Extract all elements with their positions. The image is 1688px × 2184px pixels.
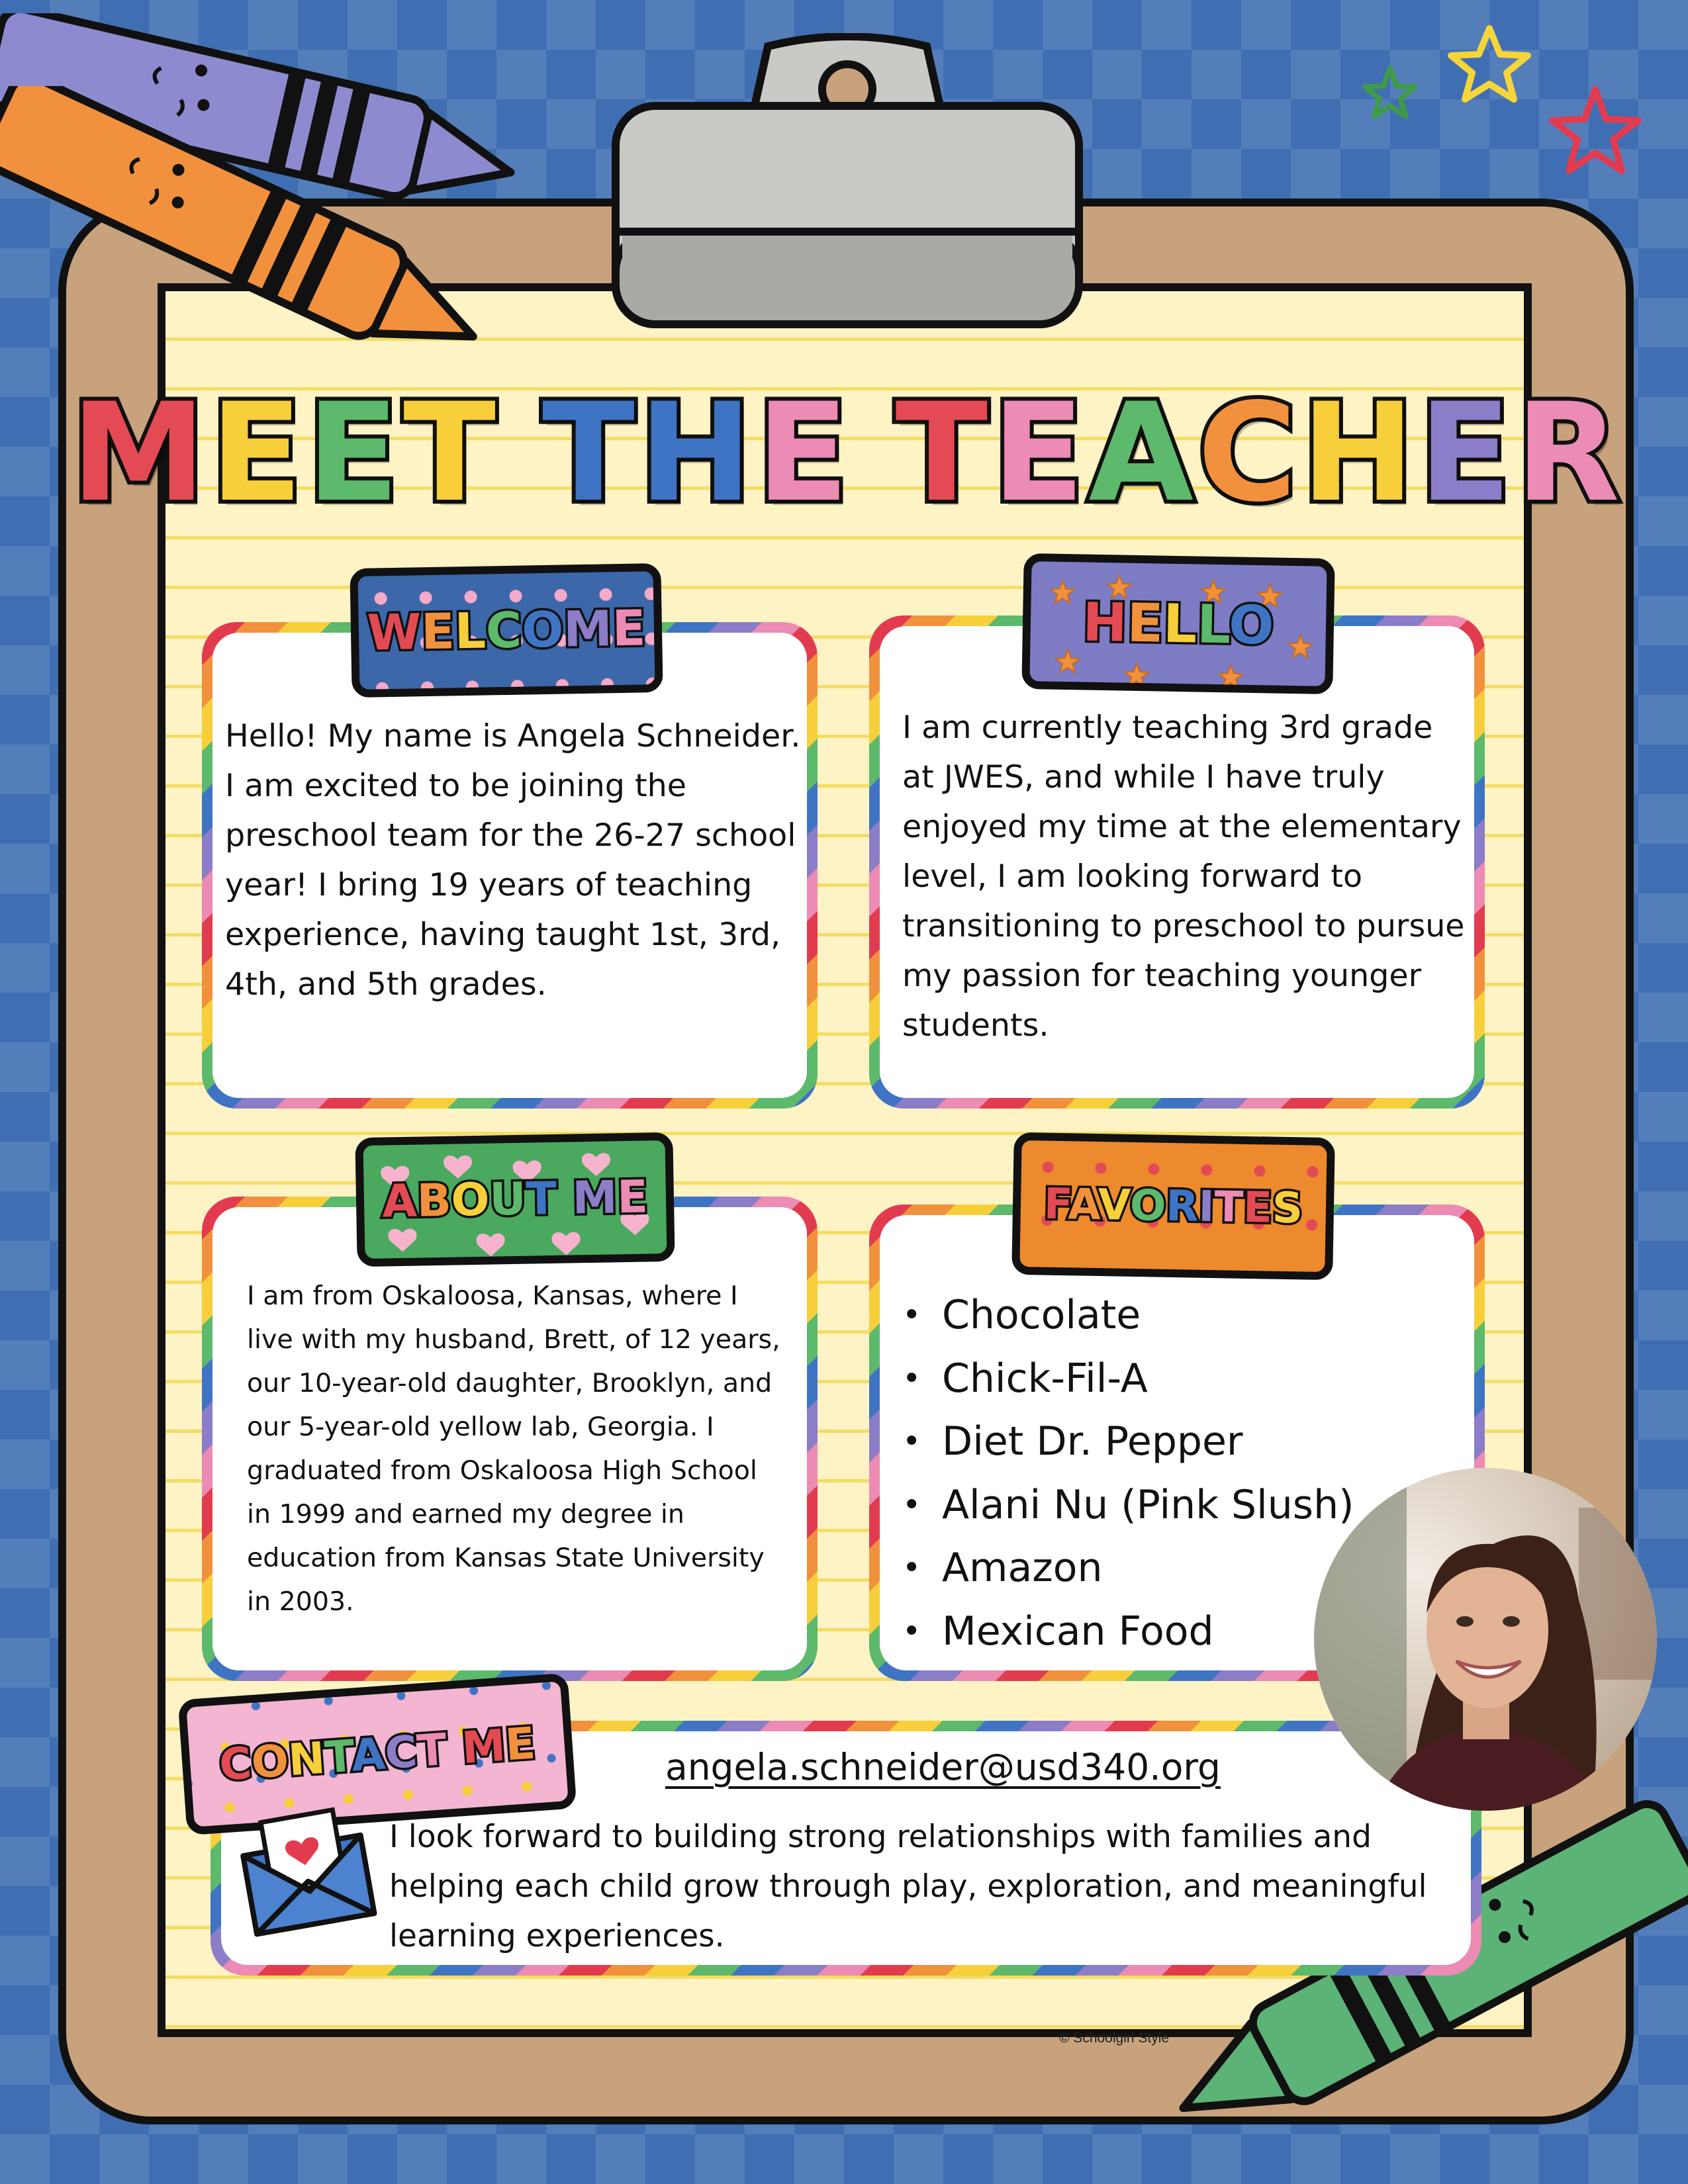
list-item [897, 1410, 1427, 1474]
clipboard-clip-icon [602, 33, 1092, 364]
crayon-orange-icon [0, 86, 523, 377]
title-letter: H [1301, 374, 1415, 532]
title-letter: T [895, 374, 988, 532]
favorite-item: Amazon [942, 1545, 1103, 1591]
hello-text: I am currently teaching 3rd grade at JWES, and while I have truly enjoyed my time at the elementary level, I am looking forward to transitioning to preschool to pursue my passion for teaching younger students. [902, 709, 1465, 1044]
bullet-icon: • [902, 1486, 921, 1524]
title-letter: E [992, 374, 1085, 532]
title-word-teacher [895, 374, 1620, 532]
email-link[interactable]: angela.schneider@usd340.org [665, 1746, 1221, 1788]
list-item [897, 1284, 1427, 1347]
title-letter: E [756, 374, 849, 532]
title-letter: C [1197, 374, 1297, 532]
list-item [897, 1347, 1427, 1411]
bullet-icon: • [902, 1359, 921, 1397]
favorite-item: Diet Dr. Pepper [942, 1418, 1243, 1465]
star-green-icon [1365, 68, 1415, 116]
teacher-photo [1314, 1468, 1657, 1811]
title-letter: E [210, 374, 303, 532]
title-letter: T [403, 374, 496, 532]
about-heading: ABOUT ME [381, 1171, 649, 1228]
envelope-heart-icon [233, 1799, 379, 1938]
favorite-item: Chocolate [942, 1292, 1141, 1338]
favorites-heading-tag [1011, 1132, 1335, 1280]
title-letter: E [1419, 374, 1512, 532]
welcome-heading: WELCOME [366, 599, 647, 662]
hello-heading: HELLO [1082, 590, 1275, 657]
bullet-icon: • [902, 1297, 921, 1334]
favorite-item: Chick-Fil-A [942, 1355, 1148, 1402]
hello-heading-tag [1021, 553, 1335, 694]
star-outline-icons [1337, 17, 1668, 215]
favorites-heading: FAVORITES [1043, 1179, 1303, 1233]
bullet-icon: • [902, 1423, 921, 1460]
title-letter: T [542, 374, 635, 532]
copyright-text: © Schoolgirl Style [1059, 2030, 1170, 2046]
title-letter: A [1088, 374, 1194, 532]
title-word-meet [71, 374, 496, 532]
page-title [71, 374, 1620, 532]
favorite-item: Mexican Food [942, 1608, 1214, 1655]
bullet-icon: • [902, 1612, 921, 1650]
about-heading-tag [355, 1132, 675, 1267]
teacher-portrait-icon [1314, 1468, 1657, 1811]
title-letter: H [638, 374, 753, 532]
list-item [897, 1474, 1427, 1537]
favorite-item: Alani Nu (Pink Slush) [942, 1481, 1354, 1528]
title-letter: M [71, 374, 207, 532]
title-word-the [542, 374, 849, 532]
contact-text: I look forward to building strong relationships with families and helping each child grow through play, exploration, and meaningful learning experiences. [389, 1819, 1427, 1954]
about-text: I am from Oskaloosa, Kansas, where I live with my husband, Brett, of 12 years, our 10-year-old daughter, Brooklyn, and our 5-year-old yellow lab, Georgia. I graduated from Oskaloosa High School in 1999 and earned my degree in education from Kansas State University in 2003. [247, 1281, 780, 1617]
bullet-icon: • [902, 1549, 921, 1586]
title-letter: E [306, 374, 400, 532]
title-letter: R [1515, 374, 1620, 532]
welcome-heading-tag [350, 563, 663, 698]
contact-heading: CONTACT ME [217, 1717, 538, 1791]
star-yellow-icon [1451, 28, 1528, 99]
star-red-icon [1552, 89, 1638, 171]
welcome-text: Hello! My name is Angela Schneider. I am excited to be joining the preschool team for the 26-27 school year! I bring 19 years of teaching experience, having taught 1st, 3rd, 4th, and 5th grades. [225, 718, 801, 1003]
